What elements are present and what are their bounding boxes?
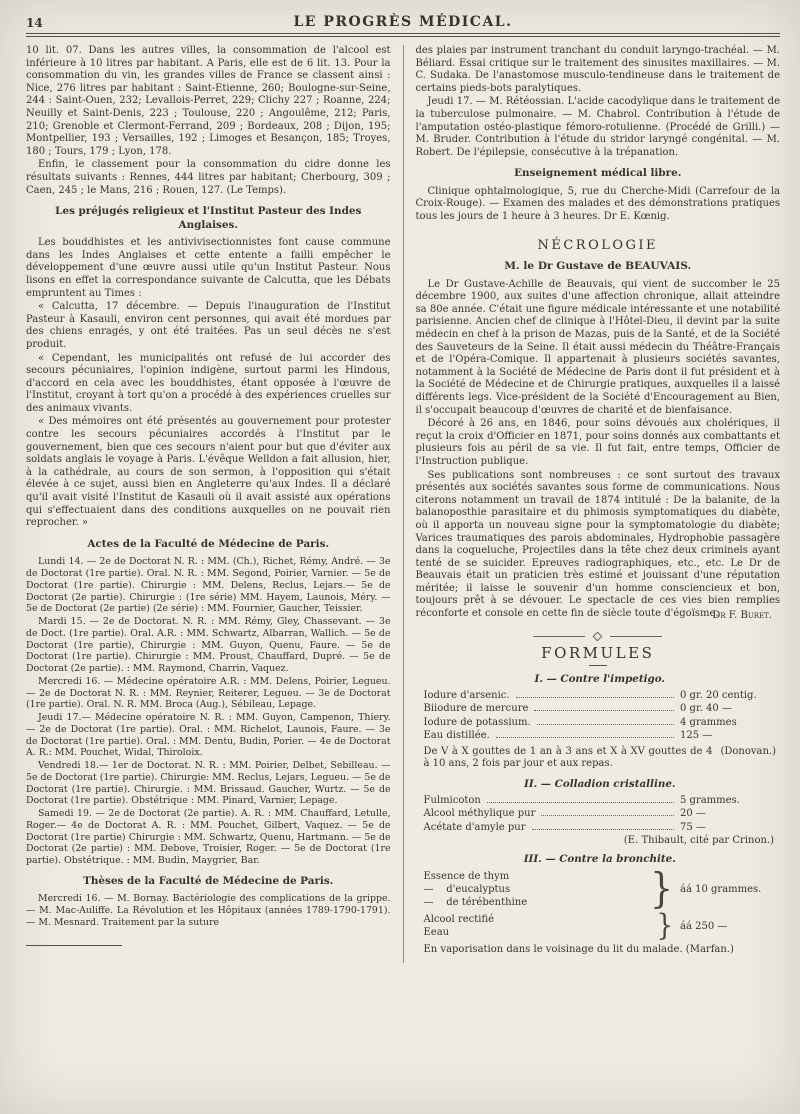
recipe-brace-group: [423, 909, 777, 944]
page-header: [26, 8, 780, 30]
ingredient-label: — de térébenthine: [423, 897, 528, 909]
dot-leader: [496, 737, 674, 738]
recipe-line: [424, 729, 777, 743]
recipe-attribution: (Donovan.): [720, 745, 776, 757]
paragraph: Mardi 15. — 2e de Doctorat. N. R. : MM. Rémy, Gley, Chassevant. — 3e de Doct. (1re partie). Oral. A.R. : MM. Schwartz, Albarran, Wallich. — 5e de Doctorat (1re partie), Chirurgie : MM. Guyon, Quenu, Faure. — 5e de Doctorat (1re partie). Chirurgie : MM. Proust, Chauffard, Dupré. — 5e de Doctorat (2e partie). : MM. Raymond, Charrin, Vaquez.: [26, 616, 391, 675]
paragraph: Enfin, le classement pour la consommation du cidre donne les résultats suivants : Rennes, 444 litres par habitant; Cherbourg, 309 ; Caen, 245 ; le Mans, 216 ; Rouen, 127. (Le Temps).: [26, 159, 391, 196]
brace-group-lines: [424, 913, 653, 939]
section-heading-prejuges: Les préjugés religieux et l'Institut Pasteur des Indes Anglaises.: [55, 205, 362, 231]
right-column: [404, 45, 781, 963]
journal-title: LE PROGRÈS MÉDICAL.: [293, 14, 513, 30]
recipe-brace-group: [423, 866, 777, 914]
paragraph: Lundi 14. — 2e de Doctorat N. R. : MM. (Ch.), Richet, Rémy, André. — 3e de Doctorat (1re partie). Oral. N. R. : MM. Segond, Poirier, Varnier. — 5e de Doctorat (1re partie). Chirurgie : MM. Delens, Reclus, Lejars.— 5e de Doctorat (2e partie). Chirurgie : (1re série) MM. Hayem, Launois, Méry. — 5e de Doctorat (2e partie) (2e série) : MM. Fournier, Gaucher, Teissier.: [26, 556, 391, 615]
recipe-line: [424, 702, 777, 716]
section-heading-enseignement: Enseignement médical libre.: [514, 167, 682, 180]
ingredient-label: — d'eucalyptus: [423, 884, 511, 896]
section-heading-formules: FORMULES: [541, 643, 655, 662]
recipe-title: I. — Contre l'impetigo.: [534, 672, 665, 685]
dot-leader: [516, 697, 674, 698]
section-heading-theses: Thèses de la Faculté de Médecine de Paris.: [83, 874, 334, 887]
paragraph: 10 lit. 07. Dans les autres villes, la consommation de l'alcool est inférieure à 10 litres par habitant. A Paris, elle est de 6 lit. 13. Pour la consommation du vin, les grandes villes de France se classent ainsi : Nice, 276 litres par habitant : Saint-Etienne, 260; Boulogne-sur-Seine, 244 : Saint-Ouen, 232; Levallois-Perret, 229; Clichy 227 ; Roanne, 224; Neuilly et Saint-Denis, 223 ; Toulouse, 220 ; Angoulême, 212; Paris, 210; Grenoble et Clermont-Ferrand, 209 ; Bordeaux, 208 ; Dijon, 195; Montpellier, 193 ; Versailles, 192 ; Limoges et Besançon, 185; Troyes, 180 ; Tours, 179 ; Lyon, 178.: [26, 45, 391, 157]
ornament-diamond: [593, 631, 603, 641]
ingredient-value: 0 gr. 40 —: [680, 703, 732, 715]
recipe-line: [424, 821, 777, 835]
dot-leader: [541, 815, 674, 816]
paragraph: « Cependant, les municipalités ont refusé de lui accorder des secours pécuniaires, l'opinion indigène, surtout parmi les Hindous, d'accord en cela avec les bouddhistes, étant opposée à l'œuvre de l'Institut, croyant à tort qu'on a procédé à des expériences cruelles sur des animaux vivants.: [26, 352, 391, 414]
recipe-note-text: De V à X gouttes de 1 an à 3 ans et X à XV gouttes de 4 à 10 ans, 2 fois par jour et aux repas.: [423, 745, 713, 770]
paragraph: Samedi 19. — 2e de Doctorat (2e partie). A. R. : MM. Chauffard, Letulle, Roger.— 4e de Doctorat A. R. : MM. Pouchet, Gilbert, Vaquez. — 5e de Doctorat (1re partie) Chirurgie : MM. Schwartz, Quenu, Hartmann. — 5e de Doctorat (2e partie) : MM. Debove, Troisier, Roger. — 5e de Doctorat (1re partie). Obstétrique. : MM. Budin, Maygrier, Bar.: [26, 808, 391, 867]
recipe-colladion: [424, 778, 777, 847]
ornament-divider: [456, 633, 741, 640]
brace-glyph: }: [656, 909, 673, 944]
paragraph: Vendredi 18.— 1er de Doctorat. N. R. : MM. Poirier, Delbet, Sebilleau. — 5e de Doctorat (1re partie). Chirurgie: MM. Reclus, Lejars, Legueu. — 5e de Doctorat (1re partie). Chirurgie. : MM. Brissaud. Gaucher, Wurtz. — 5e de Doctorat (1re partie). Obstétrique : MM. Pinard, Varnier, Lepage.: [26, 760, 391, 807]
ingredient-value: 0 gr. 20 centig.: [680, 689, 757, 701]
ingredient-label: Alcool méthylique pur: [423, 808, 536, 820]
paragraph: Les bouddhistes et les antivivisectionnistes font cause commune dans les Indes Anglaises et cette entente a failli empêcher le développement d'une œuvre aussi utile qu'un Institut Pasteur. Nous lisons en effet la correspondance suivante de Calcutta, que les Débats empruntent au Times :: [26, 237, 391, 299]
paragraph: des plaies par instrument tranchant du conduit laryngo-trachéal. — M. Béliard. Essai critique sur le traitement des sinusites maxillaires. — M. C. Sudaka. De l'anastomose musculo-tendineuse dans le traitement de certains pieds-bots paralytiques.: [415, 45, 780, 94]
paragraph: Ses publications sont nombreuses : ce sont surtout des travaux présentés aux sociétés savantes sous forme de communications. Nous citerons notamment un travail de 1874 intitulé : De la balanite, de la balanoposthie parasitaire et du phimosis symptomatiques du diabète, où il apporta un nouveau signe pour la symptomatologie du diabète; Varices traumatiques des parois abdominales, Hydrophobie passagère dans la coqueluche, Projectiles dans la tête chez deux criminels ayant tenté de se suicider. Epreuves radiographiques, etc., etc. Le Dr de Beauvais était un praticien très estimé et jouissant d'une réputation méritée; il laisse le souvenir d'un homme consciencieux et bon, toujours prêt à se dévouer. Le spectacle de ces vies bien remplies réconforte et console en cette fin de siècle toute d'égoïsme.: [415, 469, 780, 620]
recipe-attribution: (E. Thibault, cité par Crinon.): [623, 835, 774, 847]
dot-leader: [532, 829, 675, 830]
footer-rule: [26, 945, 122, 946]
recipe-line: [424, 716, 777, 730]
ingredient-value: áá 10 grammes.: [680, 884, 762, 896]
paragraph: Jeudi 17. — M. Rétéossian. L'acide cacodylique dans le traitement de la tuberculose pulmonaire. — M. Chabrol. Contribution à l'étude de l'amputation ostéo-plastique fémoro-rotulienne. (Procédé de Grilli.) — M. Bruder. Contribution à l'étude du stridor laryngé congénital. — M. Robert. De l'épilepsie, consécutive à la trépanation.: [415, 96, 780, 158]
left-column: [26, 45, 403, 963]
ingredient-label: Eeau: [423, 927, 450, 939]
paragraph: Le Dr Gustave-Achille de Beauvais, qui vient de succomber le 25 décembre 1900, aux suites d'une affection chronique, allait atteindre sa 80e année. C'était une figure médicale intéressante et une notabilité parisienne. Ancien chef de clinique à l'Hôtel-Dieu, il devint par la suite médecin en chef à la prison de Mazas, puis de la Santé, et de la Société des Sauveteurs de la Seine. Il était aussi médecin du Théâtre-Français et de l'Opéra-Comique. Il appartenait à plusieurs sociétés savantes, notamment à la Société de Médecine de Paris dont il fut président et à la Société de Médecine et de Chirurgie pratiques, auxquelles il a laissé différents legs. Vice-président de la Société d'Encouragement au Bien, il s'occupait beaucoup d'œuvres de charité et de bienfaisance.: [415, 278, 780, 416]
ingredient-label: Iodure de potassium.: [423, 716, 531, 728]
recipe-bronchite: [424, 853, 777, 957]
ingredient-value: 75 —: [680, 821, 706, 833]
paragraph: « Des mémoires ont été présentés au gouvernement pour protester contre les secours pécuniaires accordés à l'Institut par le gouvernement, bien que ces secours n'aient pour but que d'éviter aux soldats anglais le voyage à Paris. L'évêque Welldon a fait allusion, hier, à la cathédrale, au cours de son sermon, à l'opposition qui s'était élevée à ce sujet, aussi bien en Angleterre qu'aux Indes. Il a déclaré qu'il avait visité l'Institut de Kasauli où il avait assisté aux opérations qui s'effectuaient dans des conditions auxquelles on ne pouvait rien reprocher. »: [26, 416, 391, 529]
header-rule: [26, 33, 780, 37]
dot-leader: [537, 724, 674, 725]
recipe-title: III. — Contre la bronchite.: [523, 853, 676, 866]
ingredient-label: Fulmicoton: [423, 794, 481, 806]
ingredient-value: 4 grammes: [680, 716, 737, 728]
ingredient-label: Essence de thym: [423, 871, 510, 883]
paragraph: Mercredi 16. — M. Bornay. Bactériologie des complications de la grippe. — M. Mac-Auliffe. La Révolution et les Hôpitaux (années 1789-1790-1791). — M. Mesnard. Traitement par la suture: [26, 893, 391, 928]
paragraph: « Calcutta, 17 décembre. — Depuis l'inauguration de l'Institut Pasteur à Kasauli, environ cent personnes, qui avait été mordues par des chiens enragés, y ont été traitées. Pas un seul décès ne s'est produit.: [26, 301, 391, 350]
ingredient-value: 125 —: [680, 730, 713, 742]
dot-leader: [487, 802, 674, 803]
paragraph: Mercredi 16. — Médecine opératoire A.R. : MM. Delens, Poirier, Legueu. — 2e de Doctorat N. R. : MM. Reynier, Reiterer, Legueu. — 3e de Doctorat (1re partie). Oral. N. R. MM. Broca (Aug.), Sébileau, Lepage.: [26, 675, 391, 711]
ingredient-label: Acétate d'amyle pur: [423, 821, 526, 833]
recipe-line: [424, 689, 777, 703]
section-heading-necrologie: NÉCROLOGIE: [537, 237, 659, 253]
recipe-impetigo: [424, 673, 777, 771]
ingredient-value: 5 grammes.: [680, 794, 740, 806]
recipe-final-note: En vaporisation dans le voisinage du lit du malade. (Marfan.): [423, 944, 734, 956]
ingredient-label: Eau distillée.: [423, 730, 490, 742]
necrologie-signature: Dr F. Buret.: [712, 609, 772, 621]
recipe-line: [424, 807, 777, 821]
page-columns: [26, 45, 780, 963]
paragraph: Jeudi 17.— Médecine opératoire N. R. : MM. Guyon, Campenon, Thiery. — 2e de Doctorat (1re partie). Oral. : MM. Richelot, Launois, Faure. — 3e de Doctorat (1re partie). Oral. : MM. Dentu, Budin, Porier. — 4e de Doctorat A. R.: MM. Pouchet, Widal, Thiroloix.: [26, 712, 391, 759]
brace-group-lines: [424, 870, 647, 909]
dot-leader: [534, 710, 674, 711]
necrologie-subheading: M. le Dr Gustave de BEAUVAIS.: [504, 259, 692, 272]
ingredient-label: Iodure d'arsenic.: [423, 689, 510, 701]
ingredient-value: 20 —: [680, 808, 706, 820]
paragraph: Clinique ophtalmologique, 5, rue du Cherche-Midi (Carrefour de la Croix-Rouge). — Examen des malades et des démonstrations pratiques tous les jours de 1 heure à 3 heures. Dr E. Kœnig.: [415, 185, 780, 223]
formules-rule: [589, 665, 607, 666]
section-heading-actes: Actes de la Faculté de Médecine de Paris.: [87, 537, 330, 550]
ingredient-label: Biiodure de mercure: [423, 703, 529, 715]
recipe-title: II. — Colladion cristalline.: [524, 777, 676, 790]
paragraph: Décoré à 26 ans, en 1846, pour soins dévoués aux cholériques, il reçut la croix d'Officier en 1871, pour soins donnés aux combattants et plusieurs fois au péril de sa vie. Il fut fait, entre temps, Officier de l'Instruction publique.: [415, 418, 780, 467]
recipe-note: [424, 746, 777, 771]
page-number: 14: [26, 16, 43, 30]
recipe-line: [424, 794, 777, 808]
ingredient-value: áá 250 —: [680, 920, 728, 932]
brace-glyph: }: [650, 866, 673, 914]
ingredient-label: Alcool rectifié: [423, 914, 495, 926]
